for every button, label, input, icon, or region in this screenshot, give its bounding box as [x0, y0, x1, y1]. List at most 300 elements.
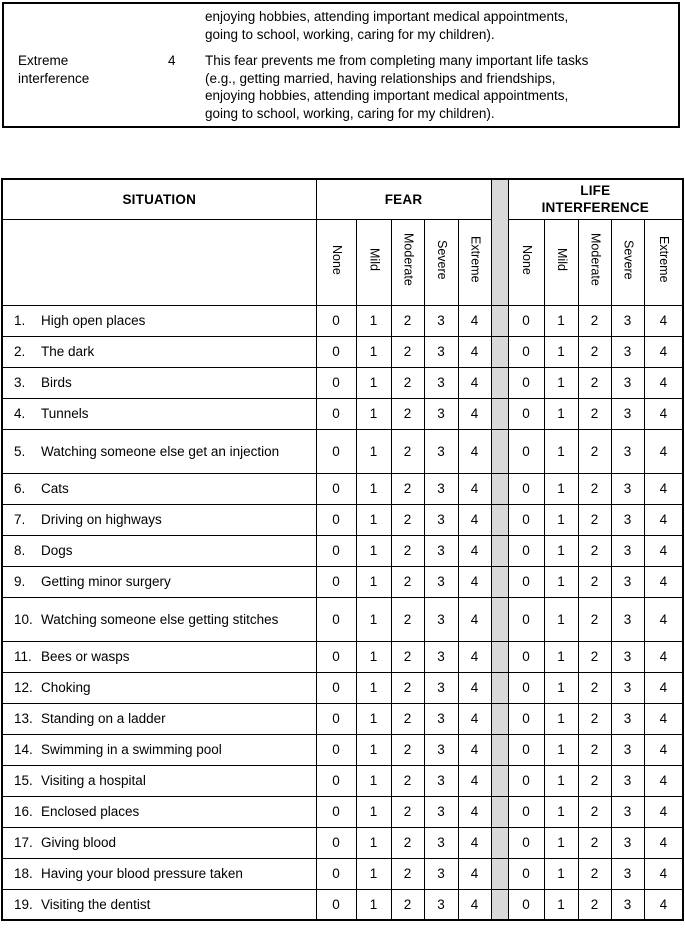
life-rating-option[interactable]: 0	[508, 734, 544, 765]
life-rating-option[interactable]: 3	[611, 827, 644, 858]
fear-rating-option[interactable]: 1	[356, 367, 391, 398]
fear-rating-option[interactable]: 4	[458, 858, 491, 889]
fear-rating-option[interactable]: 3	[424, 889, 458, 920]
fear-rating-option[interactable]: 3	[424, 765, 458, 796]
situation-label: Watching someone else get an injection	[41, 443, 280, 459]
fear-rating-option[interactable]: 4	[458, 765, 491, 796]
life-rating-option[interactable]: 3	[611, 889, 644, 920]
fear-rating-option[interactable]: 3	[424, 504, 458, 535]
fear-rating-option[interactable]: 3	[424, 858, 458, 889]
life-rating-option[interactable]: 0	[508, 641, 544, 672]
fear-rating-option[interactable]: 1	[356, 305, 391, 336]
life-rating-option[interactable]: 4	[644, 889, 683, 920]
fear-scale-mild	[356, 219, 391, 305]
life-rating-option[interactable]: 0	[508, 765, 544, 796]
separator-cell	[491, 473, 508, 504]
life-rating-option[interactable]: 2	[578, 765, 611, 796]
fear-rating-option[interactable]: 2	[391, 367, 424, 398]
life-rating-option[interactable]: 1	[544, 473, 578, 504]
situation-cell	[2, 734, 316, 765]
situation-label: Getting minor surgery	[41, 574, 171, 589]
life-rating-option[interactable]: 4	[644, 597, 683, 641]
fear-rating-option[interactable]: 0	[316, 398, 356, 429]
life-rating-option[interactable]: 3	[611, 535, 644, 566]
separator-cell	[491, 672, 508, 703]
table-header-row-groups	[2, 179, 683, 219]
fear-rating-option[interactable]: 4	[458, 597, 491, 641]
separator-cell	[491, 827, 508, 858]
life-rating-option[interactable]: 4	[644, 703, 683, 734]
situation-cell	[2, 889, 316, 920]
life-rating-option[interactable]: 4	[644, 535, 683, 566]
separator-cell	[491, 566, 508, 597]
life-rating-option[interactable]: 0	[508, 535, 544, 566]
fear-rating-option[interactable]: 2	[391, 672, 424, 703]
fear-rating-option[interactable]: 0	[316, 703, 356, 734]
table-row	[2, 504, 683, 535]
separator-cell	[491, 703, 508, 734]
fear-rating-option[interactable]: 4	[458, 889, 491, 920]
fear-rating-option[interactable]: 1	[356, 535, 391, 566]
scale-label: None	[519, 244, 534, 275]
fear-rating-option[interactable]: 3	[424, 672, 458, 703]
life-rating-option[interactable]: 2	[578, 429, 611, 473]
life-rating-option[interactable]: 4	[644, 765, 683, 796]
life-rating-option[interactable]: 1	[544, 535, 578, 566]
life-rating-option[interactable]: 3	[611, 672, 644, 703]
fear-rating-option[interactable]: 3	[424, 473, 458, 504]
fear-rating-option[interactable]: 3	[424, 703, 458, 734]
life-rating-option[interactable]: 1	[544, 597, 578, 641]
fear-rating-option[interactable]: 3	[424, 305, 458, 336]
fear-rating-option[interactable]: 1	[356, 672, 391, 703]
fear-rating-option[interactable]: 3	[424, 796, 458, 827]
fear-rating-option[interactable]: 4	[458, 305, 491, 336]
situation-cell	[2, 765, 316, 796]
life-rating-option[interactable]: 0	[508, 305, 544, 336]
scale-label: Moderate	[401, 233, 416, 286]
fear-rating-option[interactable]: 4	[458, 641, 491, 672]
situation-label: The dark	[41, 344, 95, 359]
fear-rating-option[interactable]: 0	[316, 641, 356, 672]
fear-rating-option[interactable]: 4	[458, 535, 491, 566]
table-row	[2, 858, 683, 889]
life-rating-option[interactable]: 2	[578, 535, 611, 566]
life-rating-option[interactable]: 3	[611, 305, 644, 336]
fear-rating-option[interactable]: 2	[391, 641, 424, 672]
fear-rating-option[interactable]: 0	[316, 504, 356, 535]
life-rating-option[interactable]: 3	[611, 336, 644, 367]
fear-rating-option[interactable]: 2	[391, 535, 424, 566]
life-rating-option[interactable]: 4	[644, 367, 683, 398]
life-rating-option[interactable]: 3	[611, 473, 644, 504]
situation-cell	[2, 305, 316, 336]
life-rating-option[interactable]: 3	[611, 858, 644, 889]
situation-label: Cats	[41, 481, 69, 496]
situation-label: Bees or wasps	[41, 649, 130, 664]
life-rating-option[interactable]: 1	[544, 672, 578, 703]
fear-scale-none	[316, 219, 356, 305]
fear-rating-option[interactable]: 1	[356, 889, 391, 920]
fear-rating-option[interactable]: 1	[356, 504, 391, 535]
table-row	[2, 367, 683, 398]
life-rating-option[interactable]: 0	[508, 703, 544, 734]
separator-cell	[491, 535, 508, 566]
situation-cell	[2, 641, 316, 672]
situation-cell	[2, 858, 316, 889]
life-rating-option[interactable]: 4	[644, 796, 683, 827]
life-rating-option[interactable]: 2	[578, 336, 611, 367]
fear-rating-option[interactable]: 3	[424, 641, 458, 672]
fear-rating-option[interactable]: 0	[316, 796, 356, 827]
life-rating-option[interactable]: 2	[578, 473, 611, 504]
scale-label: Moderate	[588, 233, 603, 286]
life-rating-option[interactable]: 2	[578, 641, 611, 672]
life-rating-option[interactable]: 2	[578, 566, 611, 597]
situation-cell	[2, 398, 316, 429]
scale-label: Mild	[554, 248, 569, 271]
table-row	[2, 765, 683, 796]
fear-rating-option[interactable]: 0	[316, 535, 356, 566]
fear-rating-option[interactable]: 2	[391, 765, 424, 796]
fear-rating-option[interactable]: 4	[458, 429, 491, 473]
life-rating-option[interactable]: 2	[578, 889, 611, 920]
situation-number: 3.	[14, 375, 26, 390]
table-row	[2, 336, 683, 367]
situation-number: 6.	[14, 481, 26, 496]
situation-label: Giving blood	[41, 835, 117, 850]
situation-number: 16.	[14, 804, 33, 819]
fear-rating-option[interactable]: 4	[458, 703, 491, 734]
fear-rating-option[interactable]: 3	[424, 429, 458, 473]
situation-label: High open places	[41, 313, 146, 328]
separator-cell	[491, 889, 508, 920]
life-rating-option[interactable]: 2	[578, 305, 611, 336]
separator-cell	[491, 641, 508, 672]
situation-number: 19.	[14, 896, 33, 912]
fear-rating-option[interactable]: 3	[424, 566, 458, 597]
life-rating-option[interactable]: 4	[644, 672, 683, 703]
separator-cell	[491, 796, 508, 827]
life-rating-option[interactable]: 2	[578, 597, 611, 641]
life-rating-option[interactable]: 1	[544, 703, 578, 734]
situation-cell	[2, 504, 316, 535]
fear-rating-option[interactable]: 4	[458, 504, 491, 535]
situation-cell	[2, 367, 316, 398]
separator-header-cell	[491, 179, 508, 305]
fear-rating-option[interactable]: 0	[316, 566, 356, 597]
separator-cell	[491, 504, 508, 535]
life-rating-option[interactable]: 0	[508, 367, 544, 398]
definition-text-line: enjoying hobbies, attending important medical appointments,	[205, 88, 569, 103]
situation-cell	[2, 597, 316, 641]
life-scale-moderate	[578, 219, 611, 305]
life-rating-option[interactable]: 1	[544, 367, 578, 398]
life-rating-option[interactable]: 2	[578, 796, 611, 827]
fear-rating-option[interactable]: 3	[424, 597, 458, 641]
life-rating-option[interactable]: 0	[508, 398, 544, 429]
life-rating-option[interactable]: 4	[644, 473, 683, 504]
separator-cell	[491, 597, 508, 641]
life-rating-option[interactable]: 0	[508, 597, 544, 641]
life-rating-option[interactable]: 1	[544, 889, 578, 920]
fear-rating-option[interactable]: 0	[316, 889, 356, 920]
fear-rating-option[interactable]: 0	[316, 858, 356, 889]
life-rating-option[interactable]: 0	[508, 504, 544, 535]
fear-rating-option[interactable]: 1	[356, 827, 391, 858]
life-rating-option[interactable]: 0	[508, 858, 544, 889]
life-rating-option[interactable]: 1	[544, 734, 578, 765]
life-rating-option[interactable]: 1	[544, 429, 578, 473]
scale-label: Severe	[434, 239, 449, 280]
life-rating-option[interactable]: 4	[644, 429, 683, 473]
situation-label: Visiting a hospital	[41, 773, 146, 788]
life-rating-option[interactable]: 1	[544, 641, 578, 672]
fear-rating-option[interactable]: 0	[316, 336, 356, 367]
life-rating-option[interactable]: 2	[578, 367, 611, 398]
fear-rating-option[interactable]: 1	[356, 597, 391, 641]
life-rating-option[interactable]: 3	[611, 429, 644, 473]
definition-label-empty	[4, 8, 168, 43]
situation-label: Swimming in a swimming pool	[41, 742, 222, 757]
life-rating-option[interactable]: 1	[544, 566, 578, 597]
scale-label: None	[329, 244, 344, 275]
separator-cell	[491, 367, 508, 398]
life-rating-option[interactable]: 2	[578, 672, 611, 703]
table-row	[2, 535, 683, 566]
definition-value-empty	[168, 8, 205, 43]
fear-rating-option[interactable]: 4	[458, 398, 491, 429]
situation-header-blank-cell	[2, 219, 316, 305]
fear-rating-option[interactable]: 4	[458, 796, 491, 827]
table-header-row-scales	[2, 219, 683, 305]
fear-rating-option[interactable]: 0	[316, 429, 356, 473]
fear-rating-option[interactable]: 0	[316, 765, 356, 796]
life-rating-option[interactable]: 1	[544, 858, 578, 889]
fear-scale-extreme	[458, 219, 491, 305]
fear-rating-option[interactable]: 4	[458, 734, 491, 765]
fear-rating-option[interactable]: 1	[356, 765, 391, 796]
fear-rating-option[interactable]: 2	[391, 703, 424, 734]
life-rating-option[interactable]: 4	[644, 858, 683, 889]
fear-rating-option[interactable]: 2	[391, 504, 424, 535]
life-rating-option[interactable]: 2	[578, 734, 611, 765]
table-row	[2, 305, 683, 336]
fear-rating-option[interactable]: 0	[316, 672, 356, 703]
fear-rating-option[interactable]: 1	[356, 398, 391, 429]
situation-number: 13.	[14, 711, 33, 726]
fear-rating-option[interactable]: 3	[424, 398, 458, 429]
separator-cell	[491, 305, 508, 336]
fear-rating-option[interactable]: 2	[391, 889, 424, 920]
situation-number: 11.	[14, 649, 32, 664]
table-row	[2, 473, 683, 504]
situation-number: 18.	[14, 866, 33, 881]
fear-rating-option[interactable]: 0	[316, 305, 356, 336]
fear-rating-option[interactable]: 4	[458, 367, 491, 398]
fear-rating-option[interactable]: 2	[391, 796, 424, 827]
life-rating-option[interactable]: 1	[544, 336, 578, 367]
fear-rating-option[interactable]: 4	[458, 473, 491, 504]
scale-label: Severe	[621, 239, 636, 280]
fear-rating-option[interactable]: 4	[458, 566, 491, 597]
life-rating-option[interactable]: 0	[508, 429, 544, 473]
life-interference-header-text: LIFE INTERFERENCE	[541, 183, 650, 216]
table-row	[2, 827, 683, 858]
fear-header: FEAR	[316, 179, 491, 219]
life-rating-option[interactable]: 4	[644, 305, 683, 336]
life-rating-option[interactable]: 1	[544, 504, 578, 535]
life-rating-option[interactable]: 1	[544, 305, 578, 336]
life-rating-option[interactable]: 0	[508, 336, 544, 367]
table-row	[2, 672, 683, 703]
fear-rating-option[interactable]: 1	[356, 858, 391, 889]
situation-label: Visiting the dentist	[41, 896, 151, 912]
fear-rating-option[interactable]: 4	[458, 336, 491, 367]
definition-label: Extreme interference	[18, 53, 90, 86]
definition-text-line: enjoying hobbies, attending important medical appointments,	[205, 9, 569, 24]
situation-number: 4.	[14, 406, 26, 421]
fear-rating-option[interactable]: 4	[458, 827, 491, 858]
definition-description	[205, 8, 568, 43]
fear-rating-option[interactable]: 0	[316, 597, 356, 641]
separator-cell	[491, 734, 508, 765]
separator-cell	[491, 398, 508, 429]
life-rating-option[interactable]: 0	[508, 827, 544, 858]
fear-rating-option[interactable]: 2	[391, 858, 424, 889]
fear-rating-option[interactable]: 2	[391, 734, 424, 765]
fear-scale-moderate	[391, 219, 424, 305]
life-rating-option[interactable]: 2	[578, 703, 611, 734]
life-rating-option[interactable]: 0	[508, 889, 544, 920]
table-row	[2, 889, 683, 920]
situation-cell	[2, 672, 316, 703]
life-rating-option[interactable]: 3	[611, 398, 644, 429]
table-row	[2, 734, 683, 765]
definition-text-line: This fear prevents me from completing many important life tasks	[205, 53, 589, 68]
life-rating-option[interactable]: 1	[544, 796, 578, 827]
fear-rating-option[interactable]: 2	[391, 597, 424, 641]
scale-label: Mild	[367, 248, 382, 271]
life-rating-option[interactable]: 3	[611, 566, 644, 597]
separator-cell	[491, 336, 508, 367]
situation-number: 14.	[14, 742, 33, 757]
fear-rating-option[interactable]: 3	[424, 827, 458, 858]
life-rating-option[interactable]: 1	[544, 827, 578, 858]
fear-rating-option[interactable]: 4	[458, 672, 491, 703]
situation-cell	[2, 473, 316, 504]
fear-rating-option[interactable]: 2	[391, 827, 424, 858]
fear-rating-option[interactable]: 1	[356, 429, 391, 473]
fear-rating-option[interactable]: 2	[391, 305, 424, 336]
life-interference-header	[508, 179, 683, 219]
life-scale-extreme	[644, 219, 683, 305]
definition-continuation-row	[4, 8, 678, 43]
life-rating-option[interactable]: 3	[611, 703, 644, 734]
life-rating-option[interactable]: 2	[578, 504, 611, 535]
fear-rating-option[interactable]: 3	[424, 336, 458, 367]
life-rating-option[interactable]: 4	[644, 336, 683, 367]
fear-rating-option[interactable]: 2	[391, 336, 424, 367]
situation-label: Having your blood pressure taken	[41, 866, 243, 881]
fear-rating-option[interactable]: 1	[356, 336, 391, 367]
fear-rating-option[interactable]: 0	[316, 827, 356, 858]
life-rating-option[interactable]: 3	[611, 504, 644, 535]
life-rating-option[interactable]: 0	[508, 473, 544, 504]
table-row	[2, 796, 683, 827]
life-rating-option[interactable]: 2	[578, 858, 611, 889]
table-row	[2, 429, 683, 473]
life-rating-option[interactable]: 3	[611, 734, 644, 765]
fear-rating-option[interactable]: 1	[356, 734, 391, 765]
situation-number: 5.	[14, 443, 26, 459]
life-rating-option[interactable]: 0	[508, 672, 544, 703]
situation-cell	[2, 429, 316, 473]
fear-rating-option[interactable]: 0	[316, 367, 356, 398]
life-rating-option[interactable]: 4	[644, 734, 683, 765]
fear-rating-option[interactable]: 3	[424, 734, 458, 765]
fear-rating-option[interactable]: 2	[391, 566, 424, 597]
fear-rating-option[interactable]: 2	[391, 473, 424, 504]
life-scale-none	[508, 219, 544, 305]
fear-rating-option[interactable]: 0	[316, 473, 356, 504]
fear-rating-option[interactable]: 2	[391, 429, 424, 473]
situation-label: Watching someone else getting stitches	[41, 611, 279, 627]
situation-number: 10.	[14, 611, 33, 627]
life-rating-option[interactable]: 0	[508, 566, 544, 597]
life-rating-option[interactable]: 1	[544, 398, 578, 429]
life-rating-option[interactable]: 2	[578, 827, 611, 858]
fear-rating-option[interactable]: 3	[424, 535, 458, 566]
situation-cell	[2, 796, 316, 827]
life-rating-option[interactable]: 3	[611, 367, 644, 398]
definition-description	[205, 52, 588, 122]
life-rating-option[interactable]: 0	[508, 796, 544, 827]
fear-rating-option[interactable]: 1	[356, 641, 391, 672]
life-scale-severe	[611, 219, 644, 305]
table-row	[2, 566, 683, 597]
separator-cell	[491, 858, 508, 889]
life-rating-option[interactable]: 4	[644, 827, 683, 858]
fear-rating-option[interactable]: 1	[356, 703, 391, 734]
situation-label: Choking	[41, 680, 91, 695]
life-rating-option[interactable]: 4	[644, 641, 683, 672]
fear-rating-option[interactable]: 1	[356, 473, 391, 504]
table-row	[2, 641, 683, 672]
situation-label: Birds	[41, 375, 72, 390]
life-rating-option[interactable]: 4	[644, 566, 683, 597]
life-rating-option[interactable]: 3	[611, 765, 644, 796]
fear-rating-option[interactable]: 1	[356, 796, 391, 827]
life-rating-option[interactable]: 4	[644, 398, 683, 429]
situation-number: 8.	[14, 543, 26, 558]
life-rating-option[interactable]: 3	[611, 641, 644, 672]
situation-number: 15.	[14, 773, 33, 788]
life-rating-option[interactable]: 2	[578, 398, 611, 429]
situation-number: 17.	[14, 835, 33, 850]
situation-number: 2.	[14, 344, 26, 359]
life-rating-option[interactable]: 3	[611, 796, 644, 827]
fear-rating-option[interactable]: 0	[316, 734, 356, 765]
fear-rating-option[interactable]: 1	[356, 566, 391, 597]
life-rating-option[interactable]: 4	[644, 504, 683, 535]
fear-rating-option[interactable]: 2	[391, 398, 424, 429]
rating-definitions-box	[2, 2, 680, 128]
fear-rating-option[interactable]: 3	[424, 367, 458, 398]
life-rating-option[interactable]: 3	[611, 597, 644, 641]
life-rating-option[interactable]: 1	[544, 765, 578, 796]
separator-cell	[491, 765, 508, 796]
